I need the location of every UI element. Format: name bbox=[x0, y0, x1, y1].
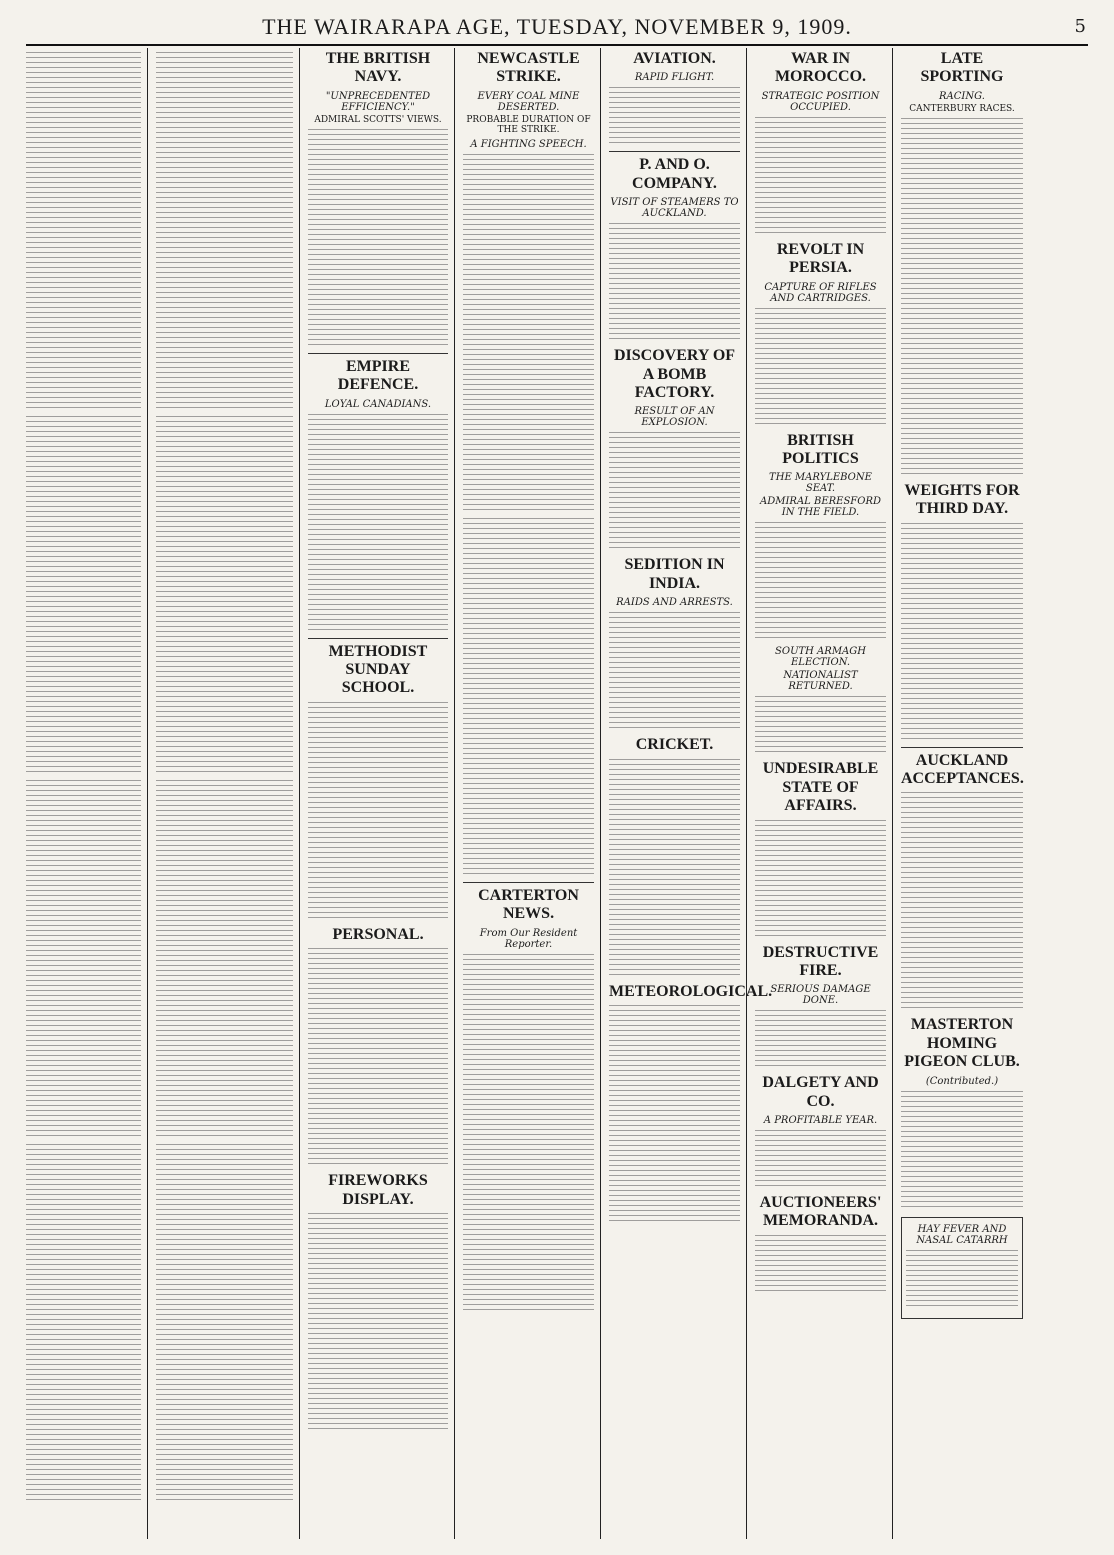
article-body bbox=[26, 780, 141, 1140]
cricket-heading: CRICKET. bbox=[635, 736, 714, 754]
divider bbox=[463, 882, 594, 883]
divider bbox=[308, 638, 448, 639]
article-body bbox=[609, 1005, 740, 1225]
article-body bbox=[308, 948, 448, 1168]
bomb-heading: DISCOVERY OF A BOMB FACTORY. bbox=[613, 347, 736, 401]
article-body bbox=[755, 522, 886, 642]
article-body bbox=[308, 1213, 448, 1433]
personal-heading: PERSONAL. bbox=[332, 925, 424, 943]
column-2 bbox=[156, 48, 300, 1539]
sporting-byline: CANTERBURY RACES. bbox=[909, 103, 1015, 114]
po-subheading: VISIT OF STEAMERS TO AUCKLAND. bbox=[610, 197, 739, 220]
carterton-subheading: From Our Resident Reporter. bbox=[479, 927, 578, 950]
article-body bbox=[463, 954, 594, 1314]
article-body bbox=[609, 432, 740, 552]
article-body bbox=[755, 117, 886, 237]
nationalist-subheading: NATIONALIST RETURNED. bbox=[783, 670, 858, 693]
article-body bbox=[308, 702, 448, 922]
hayfever-heading: HAY FEVER AND NASAL CATARRH bbox=[916, 1223, 1008, 1246]
article-body bbox=[26, 1144, 141, 1504]
pigeon-subheading: (Contributed.) bbox=[925, 1075, 999, 1087]
article-body bbox=[26, 52, 141, 412]
persia-subheading: CAPTURE OF RIFLES AND CARTRIDGES. bbox=[764, 281, 877, 304]
aviation-subheading: RAPID FLIGHT. bbox=[634, 72, 715, 84]
column-navy bbox=[308, 48, 455, 1539]
dalgety-subheading: A PROFITABLE YEAR. bbox=[763, 1115, 878, 1127]
empire-subheading: LOYAL CANADIANS. bbox=[324, 398, 432, 410]
article-body bbox=[901, 118, 1023, 478]
newcastle-heading: NEWCASTLE STRIKE. bbox=[477, 50, 580, 86]
article-body bbox=[609, 612, 740, 732]
article-body bbox=[156, 780, 293, 1140]
article-body bbox=[156, 416, 293, 776]
fireworks-heading: FIREWORKS DISPLAY. bbox=[328, 1172, 428, 1208]
morocco-heading: WAR IN MOROCCO. bbox=[774, 50, 867, 86]
newcastle-subheading: EVERY COAL MINE DESERTED. bbox=[477, 90, 580, 113]
article-body bbox=[755, 308, 886, 428]
article-body bbox=[901, 523, 1023, 743]
meteorological-heading: METEOROLOGICAL. bbox=[609, 982, 773, 1000]
ad-box bbox=[901, 1217, 1023, 1319]
aviation-heading: AVIATION. bbox=[633, 50, 716, 67]
article-body bbox=[755, 696, 886, 756]
sporting-heading: LATE SPORTING bbox=[920, 50, 1004, 86]
article-body bbox=[755, 1010, 886, 1070]
po-heading: P. AND O. COMPANY. bbox=[632, 156, 717, 192]
divider bbox=[609, 151, 740, 152]
article-body bbox=[308, 129, 448, 349]
divider bbox=[308, 353, 448, 354]
article-body bbox=[755, 820, 886, 940]
article-body bbox=[463, 518, 594, 878]
fire-subheading: SERIOUS DAMAGE DONE. bbox=[770, 984, 871, 1007]
column-newcastle bbox=[463, 48, 601, 1539]
navy-heading: THE BRITISH NAVY. bbox=[325, 50, 431, 86]
article-body bbox=[308, 414, 448, 634]
article-body bbox=[755, 1130, 886, 1190]
article-body bbox=[609, 223, 740, 343]
column-1 bbox=[26, 48, 148, 1539]
navy-subheading: "UNPRECEDENTED EFFICIENCY." bbox=[325, 90, 431, 113]
article-body bbox=[609, 759, 740, 979]
empire-heading: EMPIRE DEFENCE. bbox=[337, 357, 419, 394]
sedition-heading: SEDITION IN INDIA. bbox=[624, 556, 725, 592]
fighting-speech: A FIGHTING SPEECH. bbox=[470, 138, 587, 150]
carterton-heading: CARTERTON NEWS. bbox=[478, 886, 579, 923]
admiral-subheading: ADMIRAL BERESFORD IN THE FIELD. bbox=[759, 496, 881, 519]
article-body bbox=[609, 87, 740, 147]
column-morocco bbox=[755, 48, 893, 1539]
article-body bbox=[463, 154, 594, 514]
article-body bbox=[901, 1091, 1023, 1211]
column-aviation bbox=[609, 48, 773, 1539]
weights-heading: WEIGHTS FOR THIRD DAY. bbox=[904, 481, 1020, 518]
politics-heading: BRITISH POLITICS bbox=[782, 431, 859, 467]
auckland-heading: AUCKLAND ACCEPTANCES. bbox=[901, 751, 1024, 787]
sedition-subheading: RAIDS AND ARRESTS. bbox=[616, 597, 733, 609]
masthead-title: THE WAIRARAPA AGE, TUESDAY, NOVEMBER 9, 1909. bbox=[262, 14, 852, 39]
article-body bbox=[156, 1144, 293, 1504]
navy-byline: ADMIRAL SCOTTS' VIEWS. bbox=[314, 114, 442, 125]
sporting-subheading: RACING. bbox=[939, 90, 985, 102]
bomb-subheading: RESULT OF AN EXPLOSION. bbox=[634, 406, 715, 429]
article-body bbox=[156, 52, 293, 412]
auctioneers-heading: AUCTIONEERS' MEMORANDA. bbox=[759, 1194, 882, 1230]
page-number: 5 bbox=[1074, 16, 1086, 37]
article-body bbox=[906, 1250, 1018, 1310]
masthead bbox=[26, 10, 1088, 46]
fire-heading: DESTRUCTIVE FIRE. bbox=[762, 943, 879, 979]
newcastle-byline: PROBABLE DURATION OF THE STRIKE. bbox=[466, 114, 591, 135]
undesirable-heading: UNDESIRABLE STATE OF AFFAIRS. bbox=[762, 760, 879, 815]
dalgety-heading: DALGETY AND CO. bbox=[762, 1074, 879, 1110]
morocco-subheading: STRATEGIC POSITION OCCUPIED. bbox=[761, 90, 880, 113]
divider bbox=[901, 747, 1023, 748]
column-sporting bbox=[901, 48, 1029, 1539]
pigeon-heading: MASTERTON HOMING PIGEON CLUB. bbox=[904, 1016, 1020, 1071]
persia-heading: REVOLT IN PERSIA. bbox=[776, 240, 865, 277]
article-body bbox=[901, 792, 1023, 1012]
politics-subheading: THE MARYLEBONE SEAT. bbox=[769, 472, 872, 495]
methodist-heading: METHODIST SUNDAY SCHOOL. bbox=[328, 642, 428, 697]
article-body bbox=[755, 1235, 886, 1295]
columns-grid bbox=[26, 48, 1088, 1539]
article-body bbox=[26, 416, 141, 776]
armagh-subheading: SOUTH ARMAGH ELECTION. bbox=[775, 646, 866, 669]
